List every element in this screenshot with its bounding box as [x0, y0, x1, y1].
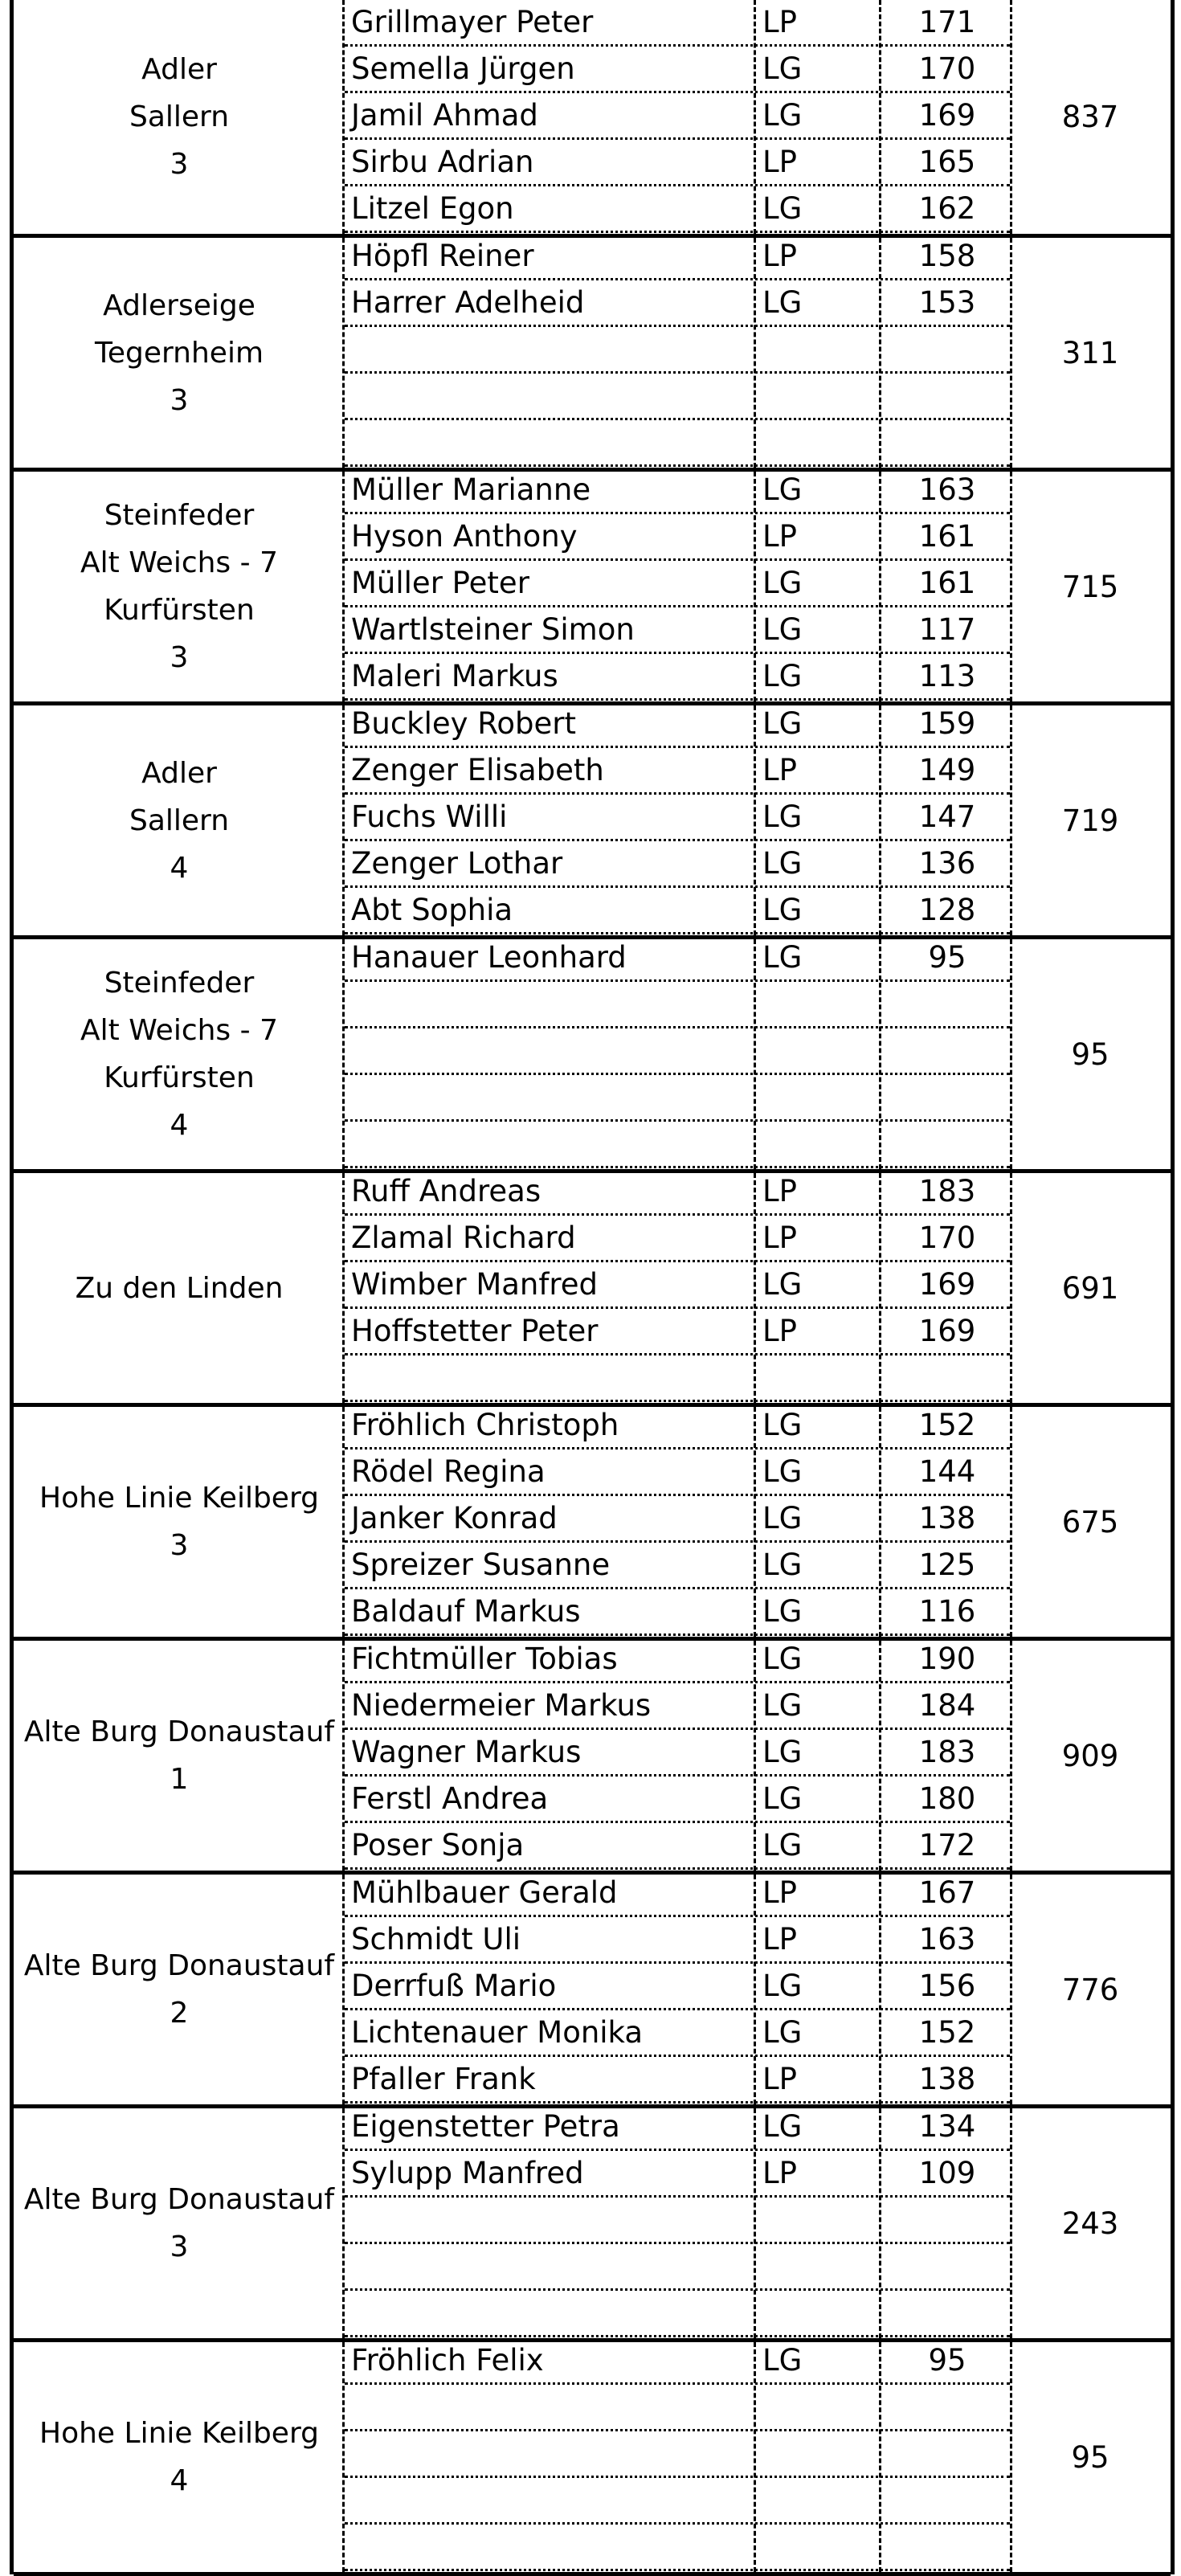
- player-score: 180: [918, 1781, 976, 1816]
- player-class: [762, 2291, 883, 2335]
- player-class: LP: [762, 753, 797, 787]
- player-class: [762, 2478, 883, 2522]
- player-class: [762, 420, 883, 464]
- player-class: LG: [762, 1548, 803, 1582]
- player-class: [762, 2525, 883, 2569]
- player-name: Ruff Andreas: [351, 1174, 541, 1208]
- player-score: [883, 2478, 1011, 2522]
- player-class: LG: [762, 940, 803, 975]
- player-score: 170: [918, 1221, 976, 1255]
- player-name: [351, 982, 753, 1026]
- team-block: [14, 238, 1171, 472]
- player-row: [345, 1028, 1010, 1075]
- player-row: [345, 1309, 1010, 1355]
- player-row: [345, 1871, 1010, 1917]
- player-class: LP: [762, 1221, 797, 1255]
- team-total: 311: [1061, 335, 1119, 370]
- player-score: 184: [918, 1688, 976, 1723]
- player-score: [883, 2198, 1011, 2242]
- results-table: [10, 0, 1175, 2574]
- player-name: Derrfuß Mario: [351, 1969, 557, 2003]
- player-name: [351, 2291, 753, 2335]
- player-row: [345, 561, 1010, 607]
- player-name: Mühlbauer Gerald: [351, 1875, 618, 1910]
- player-class: LG: [762, 1408, 803, 1442]
- player-score: 149: [918, 753, 976, 787]
- player-row: [345, 795, 1010, 841]
- player-score: 169: [918, 98, 976, 133]
- player-class: [762, 2244, 883, 2288]
- player-class: [762, 982, 883, 1026]
- player-score: 183: [918, 1174, 976, 1208]
- player-name: Grillmayer Peter: [351, 5, 594, 39]
- team-total: 95: [1071, 2439, 1109, 2475]
- player-name: Baldauf Markus: [351, 1594, 581, 1629]
- team-block: [14, 705, 1171, 939]
- player-score: [883, 374, 1011, 418]
- player-score: 128: [918, 893, 976, 927]
- player-score: 172: [918, 1828, 976, 1862]
- team-name: Adlerseige Tegernheim 3: [94, 288, 264, 417]
- player-class: LP: [762, 1922, 797, 1957]
- player-row: [345, 1777, 1010, 1823]
- player-class: LG: [762, 612, 803, 647]
- player-name: Fröhlich Christoph: [351, 1408, 619, 1442]
- player-score: 162: [918, 191, 976, 226]
- player-row: [345, 1543, 1010, 1589]
- player-class: LG: [762, 1267, 803, 1302]
- team-name: Steinfeder Alt Weichs - 7 Kurfürsten 3: [80, 499, 278, 674]
- player-score: 134: [918, 2109, 976, 2144]
- player-score: 144: [918, 1454, 976, 1489]
- team-block: [14, 1875, 1171, 2108]
- player-score: 95: [928, 940, 966, 975]
- player-score: [883, 420, 1011, 464]
- team-block: [14, 1407, 1171, 1641]
- team-total: 95: [1071, 1037, 1109, 1072]
- player-row: [345, 93, 1010, 140]
- player-name: Zenger Elisabeth: [351, 753, 604, 787]
- team-block: [14, 939, 1171, 1173]
- player-score: [883, 2291, 1011, 2335]
- player-score: 169: [918, 1267, 976, 1302]
- player-name: [351, 420, 753, 464]
- team-total: 909: [1061, 1738, 1119, 1773]
- player-class: LG: [762, 2015, 803, 2050]
- team-block: [14, 2342, 1171, 2576]
- player-class: LG: [762, 799, 803, 834]
- player-class: LG: [762, 1454, 803, 1489]
- player-score: 161: [918, 566, 976, 600]
- team-name: Hohe Linie Keilberg 3: [39, 1482, 319, 1562]
- player-name: Fröhlich Felix: [351, 2343, 544, 2378]
- player-class: LP: [762, 1875, 797, 1910]
- player-score: 125: [918, 1548, 976, 1582]
- player-class: LG: [762, 51, 803, 86]
- player-name: Wimber Manfred: [351, 1267, 599, 1302]
- player-score: [883, 327, 1011, 371]
- player-score: 138: [918, 2062, 976, 2096]
- player-row: [345, 2057, 1010, 2104]
- player-name: Müller Peter: [351, 566, 529, 600]
- player-row: [345, 1450, 1010, 1496]
- player-name: Sirbu Adrian: [351, 145, 534, 179]
- player-row: [345, 1964, 1010, 2010]
- player-name: [351, 2198, 753, 2242]
- player-name: Buckley Robert: [351, 706, 576, 741]
- team-name: Steinfeder Alt Weichs - 7 Kurfürsten 4: [80, 967, 278, 1142]
- player-row: [345, 1355, 1010, 1402]
- player-score: 170: [918, 51, 976, 86]
- player-row: [345, 1730, 1010, 1777]
- player-row: [345, 1496, 1010, 1543]
- player-class: [762, 2198, 883, 2242]
- player-score: 152: [918, 2015, 976, 2050]
- player-score: 169: [918, 1314, 976, 1348]
- player-row: [345, 186, 1010, 233]
- player-score: 158: [918, 239, 976, 273]
- player-score: [883, 2385, 1011, 2429]
- player-row: [345, 2291, 1010, 2337]
- player-name: Wartlsteiner Simon: [351, 612, 635, 647]
- player-class: [762, 1122, 883, 1166]
- player-name: Poser Sonja: [351, 1828, 525, 1862]
- player-row: [345, 2525, 1010, 2571]
- player-row: [345, 935, 1010, 982]
- player-name: Zenger Lothar: [351, 846, 563, 881]
- team-total: 691: [1061, 1270, 1119, 1306]
- player-score: 95: [928, 2343, 966, 2378]
- player-row: [345, 2244, 1010, 2291]
- player-row: [345, 1403, 1010, 1450]
- player-row: [345, 1637, 1010, 1683]
- player-score: [883, 1355, 1011, 1400]
- player-score: 147: [918, 799, 976, 834]
- player-row: [345, 420, 1010, 467]
- player-row: [345, 1589, 1010, 1636]
- player-row: [345, 607, 1010, 654]
- player-class: LP: [762, 1314, 797, 1348]
- player-class: LG: [762, 706, 803, 741]
- team-block: [14, 472, 1171, 705]
- player-name: [351, 327, 753, 371]
- player-row: [345, 280, 1010, 327]
- player-name: [351, 2385, 753, 2429]
- player-name: Fichtmüller Tobias: [351, 1642, 618, 1676]
- player-score: 153: [918, 285, 976, 320]
- player-row: [345, 1169, 1010, 1216]
- player-name: Harrer Adelheid: [351, 285, 585, 320]
- player-row: [345, 2431, 1010, 2478]
- player-name: Ferstl Andrea: [351, 1781, 549, 1816]
- player-name: Litzel Egon: [351, 191, 514, 226]
- player-name: Fuchs Willi: [351, 799, 508, 834]
- player-name: [351, 1355, 753, 1400]
- player-score: 163: [918, 1922, 976, 1957]
- player-row: [345, 1262, 1010, 1309]
- player-class: LG: [762, 98, 803, 133]
- player-class: LG: [762, 472, 803, 507]
- player-class: LG: [762, 285, 803, 320]
- player-score: 138: [918, 1501, 976, 1535]
- player-name: Höpfl Reiner: [351, 239, 534, 273]
- player-score: [883, 1122, 1011, 1166]
- player-row: [345, 2151, 1010, 2198]
- player-row: [345, 327, 1010, 374]
- team-name: Adler Sallern 4: [129, 756, 230, 885]
- team-name: Alte Burg Donaustauf 1: [23, 1715, 335, 1796]
- team-total: 675: [1061, 1504, 1119, 1539]
- player-class: LG: [762, 1688, 803, 1723]
- player-class: [762, 1075, 883, 1119]
- player-name: Rödel Regina: [351, 1454, 546, 1489]
- player-name: [351, 1122, 753, 1166]
- player-class: LP: [762, 1174, 797, 1208]
- player-class: [762, 327, 883, 371]
- player-row: [345, 2338, 1010, 2385]
- player-score: [883, 2431, 1011, 2476]
- player-name: Pfaller Frank: [351, 2062, 536, 2096]
- player-score: [883, 1075, 1011, 1119]
- player-score: 156: [918, 1969, 976, 2003]
- player-score: 163: [918, 472, 976, 507]
- player-class: LG: [762, 1594, 803, 1629]
- player-class: [762, 2385, 883, 2429]
- player-class: LG: [762, 191, 803, 226]
- player-name: Janker Konrad: [351, 1501, 558, 1535]
- player-score: [883, 982, 1011, 1026]
- player-score: 190: [918, 1642, 976, 1676]
- player-row: [345, 514, 1010, 561]
- player-class: LG: [762, 659, 803, 693]
- player-class: [762, 374, 883, 418]
- player-row: [345, 2010, 1010, 2057]
- player-name: [351, 1028, 753, 1073]
- team-name: Hohe Linie Keilberg 4: [39, 2417, 319, 2497]
- player-score: 152: [918, 1408, 976, 1442]
- player-class: [762, 2431, 883, 2476]
- player-row: [345, 841, 1010, 888]
- player-row: [345, 1683, 1010, 1730]
- player-name: Eigenstetter Petra: [351, 2109, 620, 2144]
- player-score: 117: [918, 612, 976, 647]
- player-name: Hyson Anthony: [351, 519, 578, 554]
- player-name: Jamil Ahmad: [351, 98, 538, 133]
- player-class: LP: [762, 239, 797, 273]
- player-score: 171: [918, 5, 976, 39]
- player-class: LG: [762, 1828, 803, 1862]
- player-score: 183: [918, 1735, 976, 1769]
- player-name: [351, 2431, 753, 2476]
- player-row: [345, 1823, 1010, 1870]
- team-name: Alte Burg Donaustauf 2: [23, 1949, 335, 2030]
- player-name: Schmidt Uli: [351, 1922, 521, 1957]
- team-total: 776: [1061, 1972, 1119, 2007]
- player-row: [345, 374, 1010, 420]
- player-class: LG: [762, 893, 803, 927]
- player-class: LG: [762, 2343, 803, 2378]
- player-score: 113: [918, 659, 976, 693]
- team-block: [14, 1173, 1171, 1407]
- team-block: [14, 1641, 1171, 1875]
- player-row: [345, 1075, 1010, 1122]
- team-block: [14, 2108, 1171, 2342]
- player-score: [883, 1028, 1011, 1073]
- player-class: [762, 1028, 883, 1073]
- player-row: [345, 2478, 1010, 2525]
- player-row: [345, 2104, 1010, 2151]
- player-score: 159: [918, 706, 976, 741]
- player-class: LG: [762, 1781, 803, 1816]
- player-class: LP: [762, 2156, 797, 2190]
- player-name: [351, 1075, 753, 1119]
- player-name: Müller Marianne: [351, 472, 591, 507]
- player-name: Hoffstetter Peter: [351, 1314, 599, 1348]
- player-class: LP: [762, 5, 797, 39]
- player-row: [345, 1122, 1010, 1168]
- player-class: LP: [762, 145, 797, 179]
- player-class: LG: [762, 1501, 803, 1535]
- player-name: Spreizer Susanne: [351, 1548, 611, 1582]
- player-name: Wagner Markus: [351, 1735, 582, 1769]
- team-block: [14, 0, 1171, 238]
- player-name: Lichtenauer Monika: [351, 2015, 644, 2050]
- player-class: LG: [762, 846, 803, 881]
- player-row: [345, 748, 1010, 795]
- player-class: LG: [762, 1642, 803, 1676]
- player-name: [351, 374, 753, 418]
- player-row: [345, 888, 1010, 934]
- team-name: Adler Sallern 3: [129, 53, 230, 181]
- player-row: [345, 468, 1010, 514]
- player-class: LG: [762, 2109, 803, 2144]
- player-score: 161: [918, 519, 976, 554]
- player-score: 136: [918, 846, 976, 881]
- player-row: [345, 0, 1010, 47]
- player-score: [883, 2244, 1011, 2288]
- player-score: 109: [918, 2156, 976, 2190]
- player-name: [351, 2478, 753, 2522]
- player-row: [345, 47, 1010, 93]
- player-name: [351, 2525, 753, 2569]
- player-class: LG: [762, 1969, 803, 2003]
- player-name: Semella Jürgen: [351, 51, 575, 86]
- player-row: [345, 140, 1010, 186]
- player-name: Maleri Markus: [351, 659, 558, 693]
- player-score: 165: [918, 145, 976, 179]
- player-name: Niedermeier Markus: [351, 1688, 652, 1723]
- player-name: Abt Sophia: [351, 893, 513, 927]
- player-row: [345, 1917, 1010, 1964]
- team-total: 837: [1061, 100, 1119, 134]
- team-name: Alte Burg Donaustauf 3: [23, 2183, 335, 2263]
- player-row: [345, 654, 1010, 701]
- player-name: [351, 2244, 753, 2288]
- player-class: LP: [762, 519, 797, 554]
- player-class: LG: [762, 1735, 803, 1769]
- player-row: [345, 2198, 1010, 2244]
- player-class: [762, 1355, 883, 1400]
- team-total: 715: [1061, 569, 1119, 604]
- team-total: 243: [1061, 2206, 1119, 2241]
- player-row: [345, 701, 1010, 748]
- player-row: [345, 2385, 1010, 2431]
- player-name: Hanauer Leonhard: [351, 940, 627, 975]
- team-name: Zu den Linden: [75, 1271, 284, 1305]
- player-score: 167: [918, 1875, 976, 1910]
- player-class: LG: [762, 566, 803, 600]
- player-name: Zlamal Richard: [351, 1221, 576, 1255]
- player-name: Sylupp Manfred: [351, 2156, 584, 2190]
- player-class: LP: [762, 2062, 797, 2096]
- player-row: [345, 234, 1010, 280]
- team-total: 719: [1061, 803, 1119, 838]
- player-row: [345, 982, 1010, 1028]
- player-score: [883, 2525, 1011, 2569]
- player-row: [345, 1216, 1010, 1262]
- player-score: 116: [918, 1594, 976, 1629]
